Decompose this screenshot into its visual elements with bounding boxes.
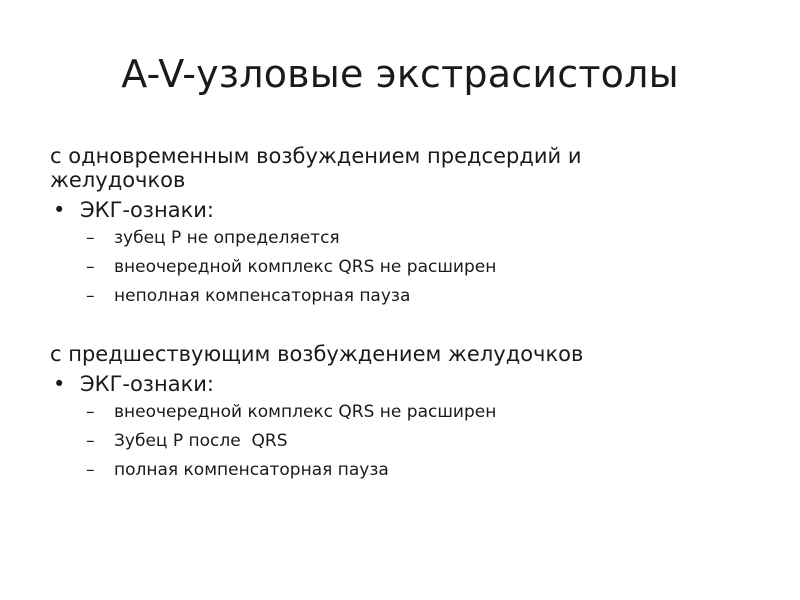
list-item-text: Зубец Р после QRS bbox=[114, 431, 288, 451]
slide-title: A-V-узловые экстрасистолы bbox=[121, 52, 679, 96]
ecg-signs-bullet bbox=[50, 372, 670, 396]
list-item bbox=[50, 286, 670, 306]
ecg-signs-list bbox=[50, 228, 670, 306]
list-item bbox=[50, 257, 670, 277]
dash-icon: – bbox=[86, 228, 95, 248]
bullet-label: ЭКГ-ознаки: bbox=[80, 198, 214, 222]
section-simultaneous-excitation bbox=[50, 144, 670, 315]
dash-icon: – bbox=[86, 460, 95, 480]
list-item-text: полная компенсаторная пауза bbox=[114, 460, 389, 480]
dash-icon: – bbox=[86, 402, 95, 422]
bullet-dot-icon: • bbox=[53, 198, 66, 222]
bullet-label: ЭКГ-ознаки: bbox=[80, 372, 214, 396]
section-heading: с одновременным возбуждением предсердий и желудочков bbox=[50, 144, 582, 192]
list-item-text: внеочередной комплекс QRS не расширен bbox=[114, 402, 497, 422]
list-item-text: неполная компенсаторная пауза bbox=[114, 286, 411, 306]
section-preceding-ventricular-excitation bbox=[50, 342, 670, 489]
dash-icon: – bbox=[86, 257, 95, 277]
ecg-signs-bullet bbox=[50, 198, 670, 222]
dash-icon: – bbox=[86, 431, 95, 451]
list-item bbox=[50, 431, 670, 451]
list-item bbox=[50, 228, 670, 248]
bullet-dot-icon: • bbox=[53, 372, 66, 396]
list-item bbox=[50, 402, 670, 422]
section-heading: с предшествующим возбуждением желудочков bbox=[50, 342, 584, 366]
ecg-signs-list bbox=[50, 402, 670, 480]
list-item-text: внеочередной комплекс QRS не расширен bbox=[114, 257, 497, 277]
list-item-text: зубец P не определяется bbox=[114, 228, 340, 248]
list-item bbox=[50, 460, 670, 480]
dash-icon: – bbox=[86, 286, 95, 306]
